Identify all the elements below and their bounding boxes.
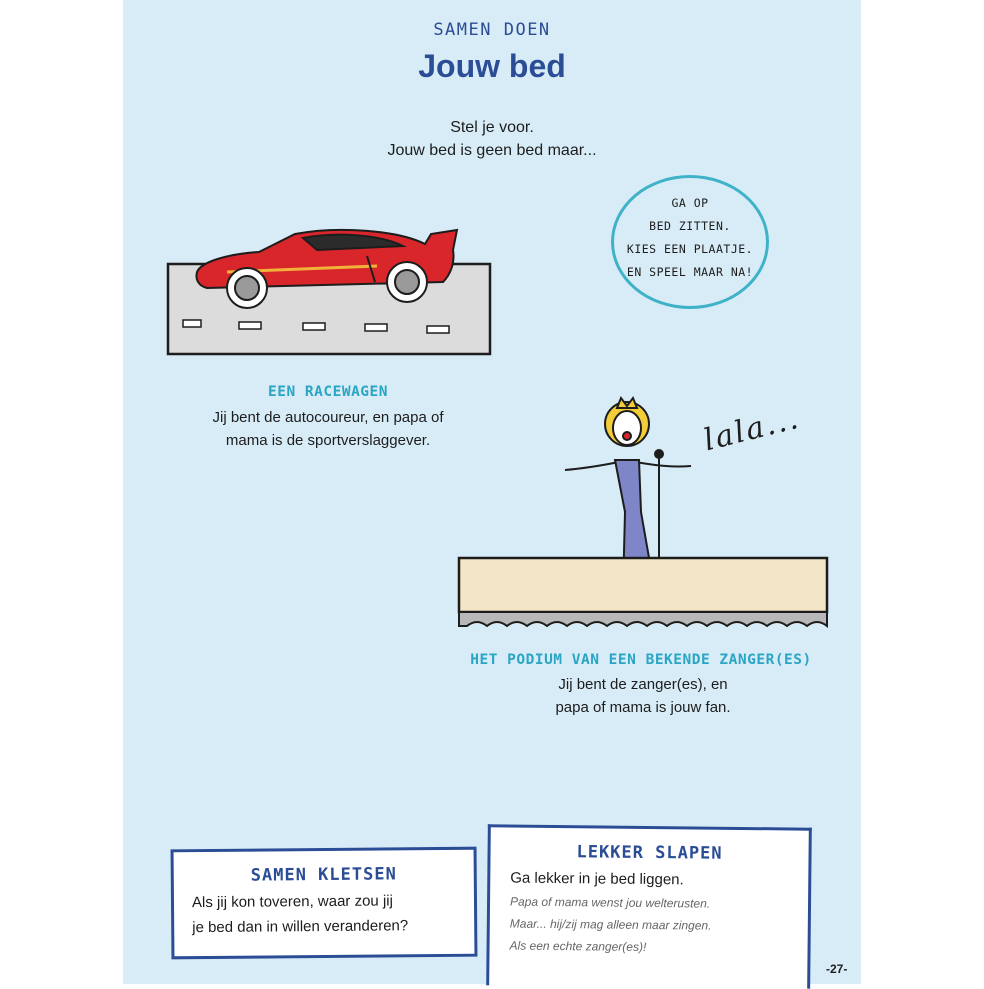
page-title: Jouw bed [418,48,566,84]
bubble-line-4: EN SPEEL MAAR NA! [626,265,754,279]
racecar-line-1: Jij bent de autocoureur, en papa of [212,409,444,426]
stage-line-1: Jij bent de zanger(es), en [558,676,728,693]
stage-heading: HET PODIUM VAN EEN BEKENDE ZANGER(ES) [470,652,812,668]
samen-kletsen-line-1: Als jij kon toveren, waar zou jij [191,892,393,912]
lekker-slapen-box [486,824,812,988]
speech-bubble [611,175,769,309]
lekker-slapen-line-1: Ga lekker in je bed liggen. [510,869,684,889]
lekker-slapen-italic-1: Papa of mama wenst jou welterusten. [509,894,711,911]
samen-kletsen-box [171,847,478,960]
bubble-text [614,192,766,284]
stage-line-2: papa of mama is jouw fan. [555,699,731,716]
race-car-illustration [167,222,493,358]
intro-text [123,116,861,162]
intro-line-1: Stel je voor. [450,119,534,136]
racecar-line-2: mama is de sportverslaggever. [225,432,431,449]
racecar-description [163,406,493,452]
stage-description [463,673,823,719]
lekker-slapen-italic-3: Als een echte zanger(es)! [509,938,647,954]
lekker-slapen-text [489,861,808,959]
page-number: -27- [826,962,848,976]
samen-kletsen-heading: SAMEN KLETSEN [250,864,397,886]
bubble-line-3: KIES EEN PLAATJE. [626,242,754,256]
lekker-slapen-heading: LEKKER SLAPEN [576,842,723,864]
intro-line-2: Jouw bed is geen bed maar... [387,142,597,159]
lekker-slapen-italic-2: Maar... hij/zij mag alleen maar zingen. [509,916,712,933]
stage-illustration [457,556,829,630]
book-page [123,0,861,984]
samen-kletsen-line-2: je bed dan in willen veranderen? [192,917,409,937]
lala-exclamation: lala... [700,400,804,459]
samen-kletsen-text [174,884,474,941]
section-kicker: SAMEN DOEN [433,20,551,40]
bubble-line-1: GA OP [671,196,709,210]
bubble-line-2: BED ZITTEN. [649,219,731,233]
racecar-heading: EEN RACEWAGEN [268,384,388,400]
